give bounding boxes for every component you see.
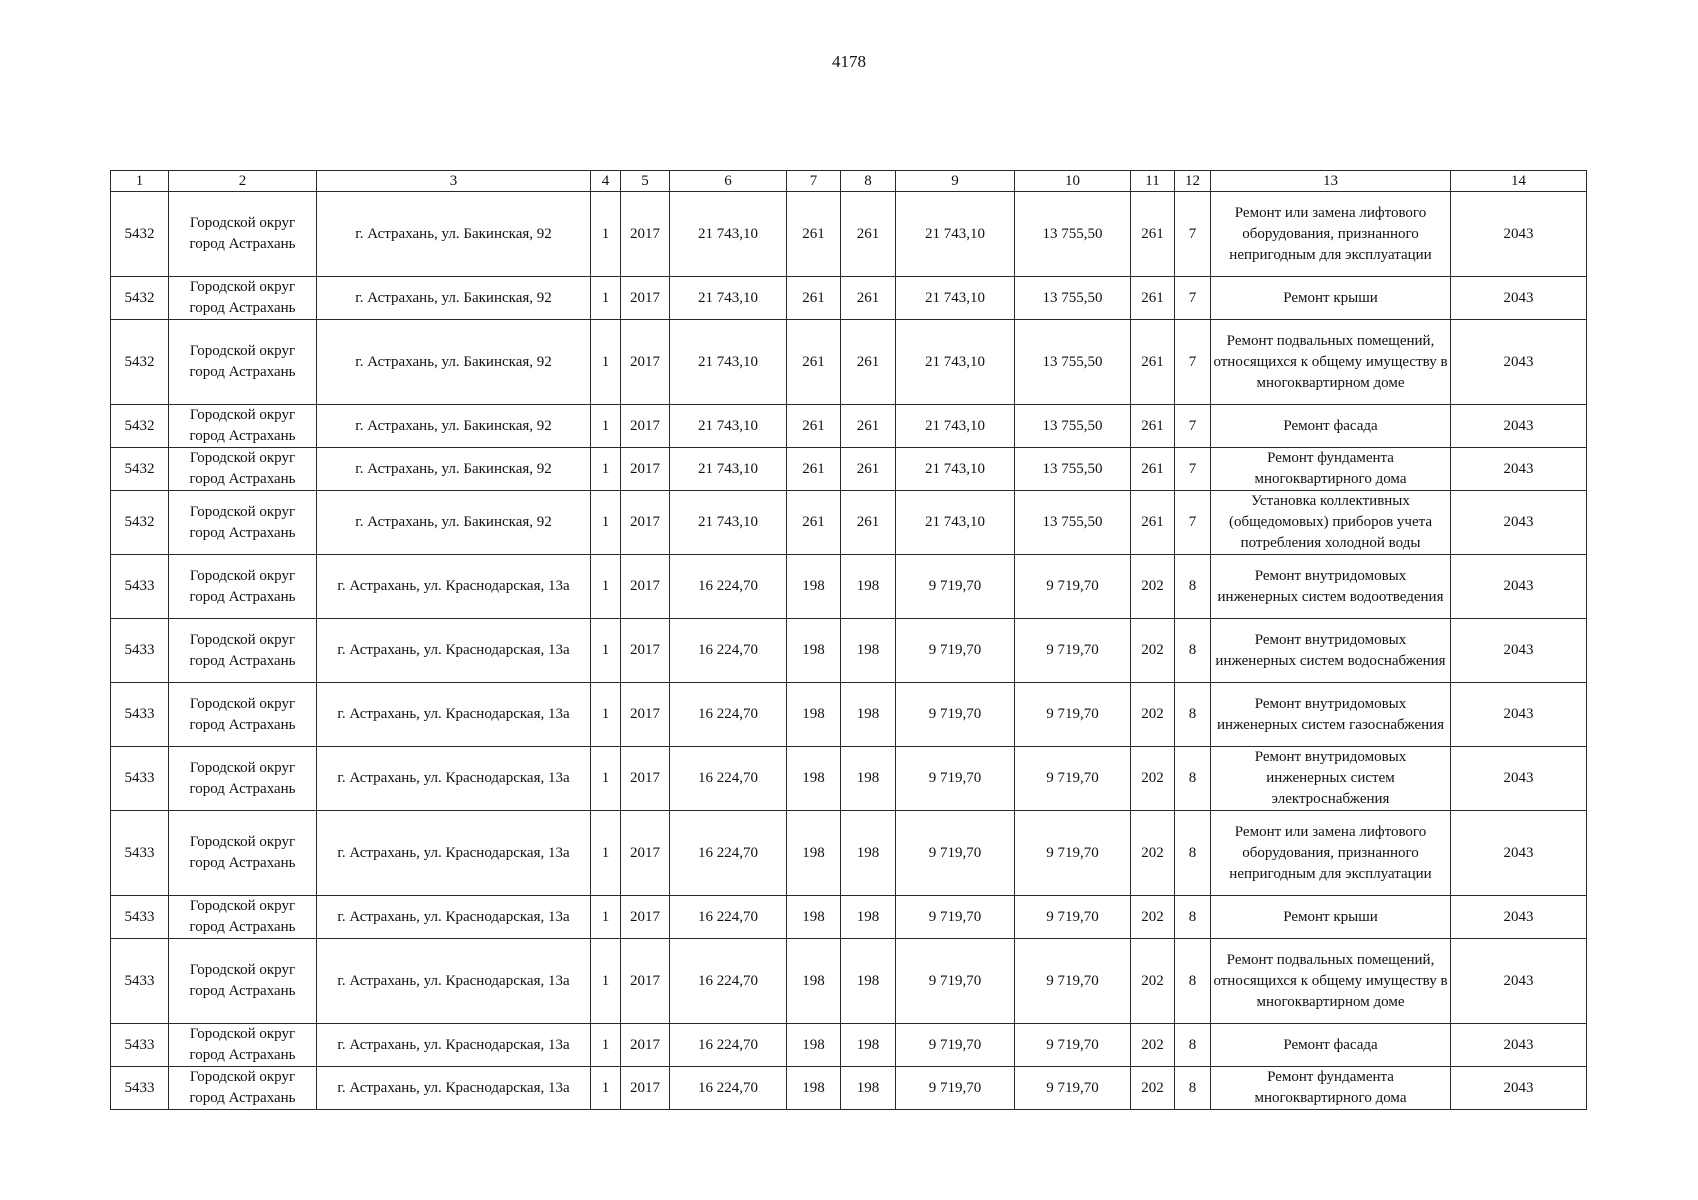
cell-col-11: 261 [1131,491,1175,555]
cell-record-id: 5432 [111,320,169,405]
cell-area-total: 21 743,10 [670,491,787,555]
header-row [111,171,1587,192]
cell-col-4: 1 [591,1067,621,1110]
cell-col-4: 1 [591,491,621,555]
cell-col-12: 8 [1175,747,1211,811]
cell-col-8: 198 [841,1067,896,1110]
cell-col-12: 7 [1175,448,1211,491]
cell-col-8: 198 [841,555,896,619]
cell-address: г. Астрахань, ул. Краснодарская, 13а [317,555,591,619]
cell-record-id: 5433 [111,555,169,619]
cell-address: г. Астрахань, ул. Бакинская, 92 [317,192,591,277]
cell-col-12: 7 [1175,320,1211,405]
cell-col-4: 1 [591,277,621,320]
cell-area-nonliving: 13 755,50 [1015,277,1131,320]
cell-col-7: 261 [787,192,841,277]
cell-col-12: 8 [1175,939,1211,1024]
cell-address: г. Астрахань, ул. Краснодарская, 13а [317,1067,591,1110]
cell-col-8: 261 [841,192,896,277]
cell-col-8: 261 [841,448,896,491]
cell-area-living: 9 719,70 [896,555,1015,619]
cell-year: 2017 [621,405,670,448]
cell-area-total: 16 224,70 [670,555,787,619]
table-row [111,896,1587,939]
cell-planned-year: 2043 [1451,683,1587,747]
cell-area-nonliving: 9 719,70 [1015,896,1131,939]
cell-col-4: 1 [591,939,621,1024]
cell-address: г. Астрахань, ул. Краснодарская, 13а [317,896,591,939]
cell-col-12: 7 [1175,491,1211,555]
cell-planned-year: 2043 [1451,277,1587,320]
cell-year: 2017 [621,555,670,619]
cell-year: 2017 [621,1024,670,1067]
cell-planned-year: 2043 [1451,192,1587,277]
cell-planned-year: 2043 [1451,811,1587,896]
cell-area-nonliving: 13 755,50 [1015,491,1131,555]
cell-municipality: Городской округ город Астрахань [169,491,317,555]
cell-area-living: 9 719,70 [896,939,1015,1024]
table-row [111,405,1587,448]
cell-year: 2017 [621,448,670,491]
cell-col-4: 1 [591,192,621,277]
cell-area-total: 16 224,70 [670,1067,787,1110]
cell-municipality: Городской округ город Астрахань [169,1067,317,1110]
cell-area-total: 16 224,70 [670,939,787,1024]
cell-col-8: 198 [841,896,896,939]
cell-planned-year: 2043 [1451,747,1587,811]
cell-col-12: 7 [1175,192,1211,277]
cell-area-living: 9 719,70 [896,747,1015,811]
cell-col-11: 202 [1131,896,1175,939]
cell-work-type: Ремонт подвальных помещений, относящихся к общему имуществу в многоквартирном доме [1211,320,1451,405]
cell-record-id: 5432 [111,277,169,320]
cell-col-7: 198 [787,555,841,619]
cell-planned-year: 2043 [1451,1067,1587,1110]
cell-area-total: 21 743,10 [670,277,787,320]
cell-work-type: Ремонт фундамента многоквартирного дома [1211,448,1451,491]
cell-col-11: 202 [1131,1067,1175,1110]
cell-area-living: 9 719,70 [896,811,1015,896]
cell-address: г. Астрахань, ул. Краснодарская, 13а [317,939,591,1024]
table-row [111,811,1587,896]
column-header-4: 4 [591,171,621,192]
cell-municipality: Городской округ город Астрахань [169,939,317,1024]
cell-work-type: Ремонт внутридомовых инженерных систем газоснабжения [1211,683,1451,747]
cell-area-total: 21 743,10 [670,405,787,448]
cell-col-11: 261 [1131,277,1175,320]
cell-col-11: 202 [1131,555,1175,619]
table-row [111,192,1587,277]
column-header-5: 5 [621,171,670,192]
cell-col-11: 202 [1131,683,1175,747]
cell-col-4: 1 [591,448,621,491]
table-row [111,277,1587,320]
cell-area-living: 21 743,10 [896,277,1015,320]
cell-municipality: Городской округ город Астрахань [169,747,317,811]
cell-col-4: 1 [591,405,621,448]
cell-col-11: 261 [1131,320,1175,405]
cell-year: 2017 [621,811,670,896]
cell-municipality: Городской округ город Астрахань [169,192,317,277]
cell-col-7: 198 [787,619,841,683]
cell-planned-year: 2043 [1451,405,1587,448]
cell-municipality: Городской округ город Астрахань [169,405,317,448]
cell-col-8: 198 [841,811,896,896]
cell-area-nonliving: 9 719,70 [1015,811,1131,896]
cell-year: 2017 [621,896,670,939]
cell-col-7: 261 [787,320,841,405]
cell-work-type: Ремонт внутридомовых инженерных систем водоотведения [1211,555,1451,619]
table-row [111,320,1587,405]
cell-record-id: 5432 [111,491,169,555]
cell-municipality: Городской округ город Астрахань [169,320,317,405]
column-header-6: 6 [670,171,787,192]
cell-col-8: 261 [841,320,896,405]
cell-work-type: Ремонт или замена лифтового оборудования, признанного непригодным для эксплуатации [1211,192,1451,277]
cell-planned-year: 2043 [1451,448,1587,491]
cell-col-4: 1 [591,811,621,896]
cell-area-total: 16 224,70 [670,896,787,939]
cell-area-total: 16 224,70 [670,1024,787,1067]
cell-address: г. Астрахань, ул. Краснодарская, 13а [317,747,591,811]
cell-work-type: Ремонт фасада [1211,405,1451,448]
cell-planned-year: 2043 [1451,619,1587,683]
cell-col-12: 8 [1175,1024,1211,1067]
cell-work-type: Ремонт или замена лифтового оборудования, признанного непригодным для эксплуатации [1211,811,1451,896]
table-header [111,171,1587,192]
cell-col-8: 261 [841,405,896,448]
cell-col-4: 1 [591,619,621,683]
cell-work-type: Ремонт подвальных помещений, относящихся к общему имуществу в многоквартирном доме [1211,939,1451,1024]
cell-area-living: 9 719,70 [896,896,1015,939]
table-row [111,491,1587,555]
cell-col-12: 8 [1175,896,1211,939]
cell-planned-year: 2043 [1451,896,1587,939]
cell-area-nonliving: 13 755,50 [1015,448,1131,491]
cell-municipality: Городской округ город Астрахань [169,555,317,619]
cell-area-nonliving: 9 719,70 [1015,619,1131,683]
cell-col-8: 261 [841,491,896,555]
cell-year: 2017 [621,683,670,747]
cell-area-nonliving: 9 719,70 [1015,939,1131,1024]
cell-area-living: 9 719,70 [896,619,1015,683]
cell-planned-year: 2043 [1451,939,1587,1024]
cell-municipality: Городской округ город Астрахань [169,683,317,747]
cell-area-nonliving: 9 719,70 [1015,1067,1131,1110]
cell-area-living: 9 719,70 [896,1024,1015,1067]
cell-area-nonliving: 9 719,70 [1015,1024,1131,1067]
page-number: 4178 [832,52,866,71]
cell-col-12: 8 [1175,811,1211,896]
cell-col-4: 1 [591,896,621,939]
cell-work-type: Установка коллективных (общедомовых) приборов учета потребления холодной воды [1211,491,1451,555]
table-row [111,747,1587,811]
cell-area-living: 21 743,10 [896,320,1015,405]
table-row [111,939,1587,1024]
cell-col-12: 7 [1175,405,1211,448]
cell-address: г. Астрахань, ул. Бакинская, 92 [317,448,591,491]
cell-record-id: 5432 [111,405,169,448]
cell-area-living: 21 743,10 [896,192,1015,277]
cell-col-8: 198 [841,939,896,1024]
cell-area-nonliving: 9 719,70 [1015,555,1131,619]
cell-record-id: 5433 [111,939,169,1024]
table-row [111,683,1587,747]
cell-address: г. Астрахань, ул. Бакинская, 92 [317,405,591,448]
cell-col-11: 202 [1131,1024,1175,1067]
cell-year: 2017 [621,491,670,555]
cell-area-nonliving: 9 719,70 [1015,747,1131,811]
cell-col-12: 8 [1175,683,1211,747]
column-header-7: 7 [787,171,841,192]
cell-area-nonliving: 13 755,50 [1015,320,1131,405]
cell-work-type: Ремонт фасада [1211,1024,1451,1067]
cell-year: 2017 [621,277,670,320]
cell-area-nonliving: 13 755,50 [1015,192,1131,277]
cell-work-type: Ремонт крыши [1211,896,1451,939]
cell-area-total: 16 224,70 [670,747,787,811]
column-header-10: 10 [1015,171,1131,192]
cell-planned-year: 2043 [1451,320,1587,405]
column-header-8: 8 [841,171,896,192]
cell-col-7: 198 [787,747,841,811]
cell-col-8: 261 [841,277,896,320]
cell-col-7: 198 [787,1067,841,1110]
cell-area-total: 21 743,10 [670,448,787,491]
cell-record-id: 5432 [111,448,169,491]
cell-col-4: 1 [591,747,621,811]
cell-col-12: 8 [1175,1067,1211,1110]
cell-col-7: 261 [787,448,841,491]
cell-year: 2017 [621,320,670,405]
column-header-2: 2 [169,171,317,192]
cell-col-4: 1 [591,320,621,405]
cell-col-11: 261 [1131,448,1175,491]
cell-year: 2017 [621,619,670,683]
column-header-12: 12 [1175,171,1211,192]
cell-col-11: 202 [1131,939,1175,1024]
cell-planned-year: 2043 [1451,555,1587,619]
cell-col-7: 198 [787,896,841,939]
cell-col-8: 198 [841,747,896,811]
cell-col-7: 198 [787,811,841,896]
cell-col-4: 1 [591,555,621,619]
cell-record-id: 5432 [111,192,169,277]
cell-address: г. Астрахань, ул. Краснодарская, 13а [317,1024,591,1067]
cell-municipality: Городской округ город Астрахань [169,811,317,896]
cell-year: 2017 [621,1067,670,1110]
cell-address: г. Астрахань, ул. Бакинская, 92 [317,277,591,320]
cell-municipality: Городской округ город Астрахань [169,896,317,939]
cell-address: г. Астрахань, ул. Краснодарская, 13а [317,619,591,683]
cell-area-living: 21 743,10 [896,405,1015,448]
cell-record-id: 5433 [111,1024,169,1067]
cell-col-12: 7 [1175,277,1211,320]
cell-area-total: 21 743,10 [670,320,787,405]
cell-col-7: 261 [787,405,841,448]
cell-col-7: 261 [787,277,841,320]
cell-col-11: 261 [1131,192,1175,277]
table-row [111,1067,1587,1110]
cell-address: г. Астрахань, ул. Краснодарская, 13а [317,811,591,896]
cell-area-living: 9 719,70 [896,1067,1015,1110]
cell-work-type: Ремонт внутридомовых инженерных систем электроснабжения [1211,747,1451,811]
cell-col-8: 198 [841,619,896,683]
register-table [110,170,1587,1110]
cell-record-id: 5433 [111,896,169,939]
cell-municipality: Городской округ город Астрахань [169,277,317,320]
table-row [111,1024,1587,1067]
cell-col-11: 202 [1131,619,1175,683]
table-row [111,555,1587,619]
cell-record-id: 5433 [111,747,169,811]
cell-col-12: 8 [1175,555,1211,619]
cell-work-type: Ремонт крыши [1211,277,1451,320]
cell-planned-year: 2043 [1451,1024,1587,1067]
cell-col-11: 202 [1131,811,1175,896]
cell-planned-year: 2043 [1451,491,1587,555]
cell-area-total: 16 224,70 [670,619,787,683]
column-header-3: 3 [317,171,591,192]
cell-work-type: Ремонт фундамента многоквартирного дома [1211,1067,1451,1110]
column-header-13: 13 [1211,171,1451,192]
column-header-11: 11 [1131,171,1175,192]
cell-address: г. Астрахань, ул. Краснодарская, 13а [317,683,591,747]
cell-area-living: 9 719,70 [896,683,1015,747]
cell-address: г. Астрахань, ул. Бакинская, 92 [317,320,591,405]
cell-year: 2017 [621,939,670,1024]
cell-col-11: 202 [1131,747,1175,811]
cell-col-8: 198 [841,1024,896,1067]
column-header-1: 1 [111,171,169,192]
cell-col-4: 1 [591,683,621,747]
cell-col-4: 1 [591,1024,621,1067]
cell-area-nonliving: 13 755,50 [1015,405,1131,448]
cell-year: 2017 [621,747,670,811]
cell-area-total: 16 224,70 [670,811,787,896]
cell-area-total: 21 743,10 [670,192,787,277]
cell-year: 2017 [621,192,670,277]
cell-col-11: 261 [1131,405,1175,448]
cell-col-7: 198 [787,683,841,747]
cell-municipality: Городской округ город Астрахань [169,619,317,683]
cell-record-id: 5433 [111,619,169,683]
cell-area-living: 21 743,10 [896,491,1015,555]
cell-col-12: 8 [1175,619,1211,683]
cell-work-type: Ремонт внутридомовых инженерных систем водоснабжения [1211,619,1451,683]
cell-col-7: 261 [787,491,841,555]
cell-address: г. Астрахань, ул. Бакинская, 92 [317,491,591,555]
cell-record-id: 5433 [111,1067,169,1110]
cell-col-7: 198 [787,1024,841,1067]
cell-col-7: 198 [787,939,841,1024]
cell-area-nonliving: 9 719,70 [1015,683,1131,747]
column-header-9: 9 [896,171,1015,192]
cell-municipality: Городской округ город Астрахань [169,448,317,491]
table-row [111,619,1587,683]
table-row [111,448,1587,491]
cell-municipality: Городской округ город Астрахань [169,1024,317,1067]
table-body [111,192,1587,1110]
cell-area-living: 21 743,10 [896,448,1015,491]
column-header-14: 14 [1451,171,1587,192]
cell-record-id: 5433 [111,683,169,747]
cell-area-total: 16 224,70 [670,683,787,747]
cell-record-id: 5433 [111,811,169,896]
cell-col-8: 198 [841,683,896,747]
